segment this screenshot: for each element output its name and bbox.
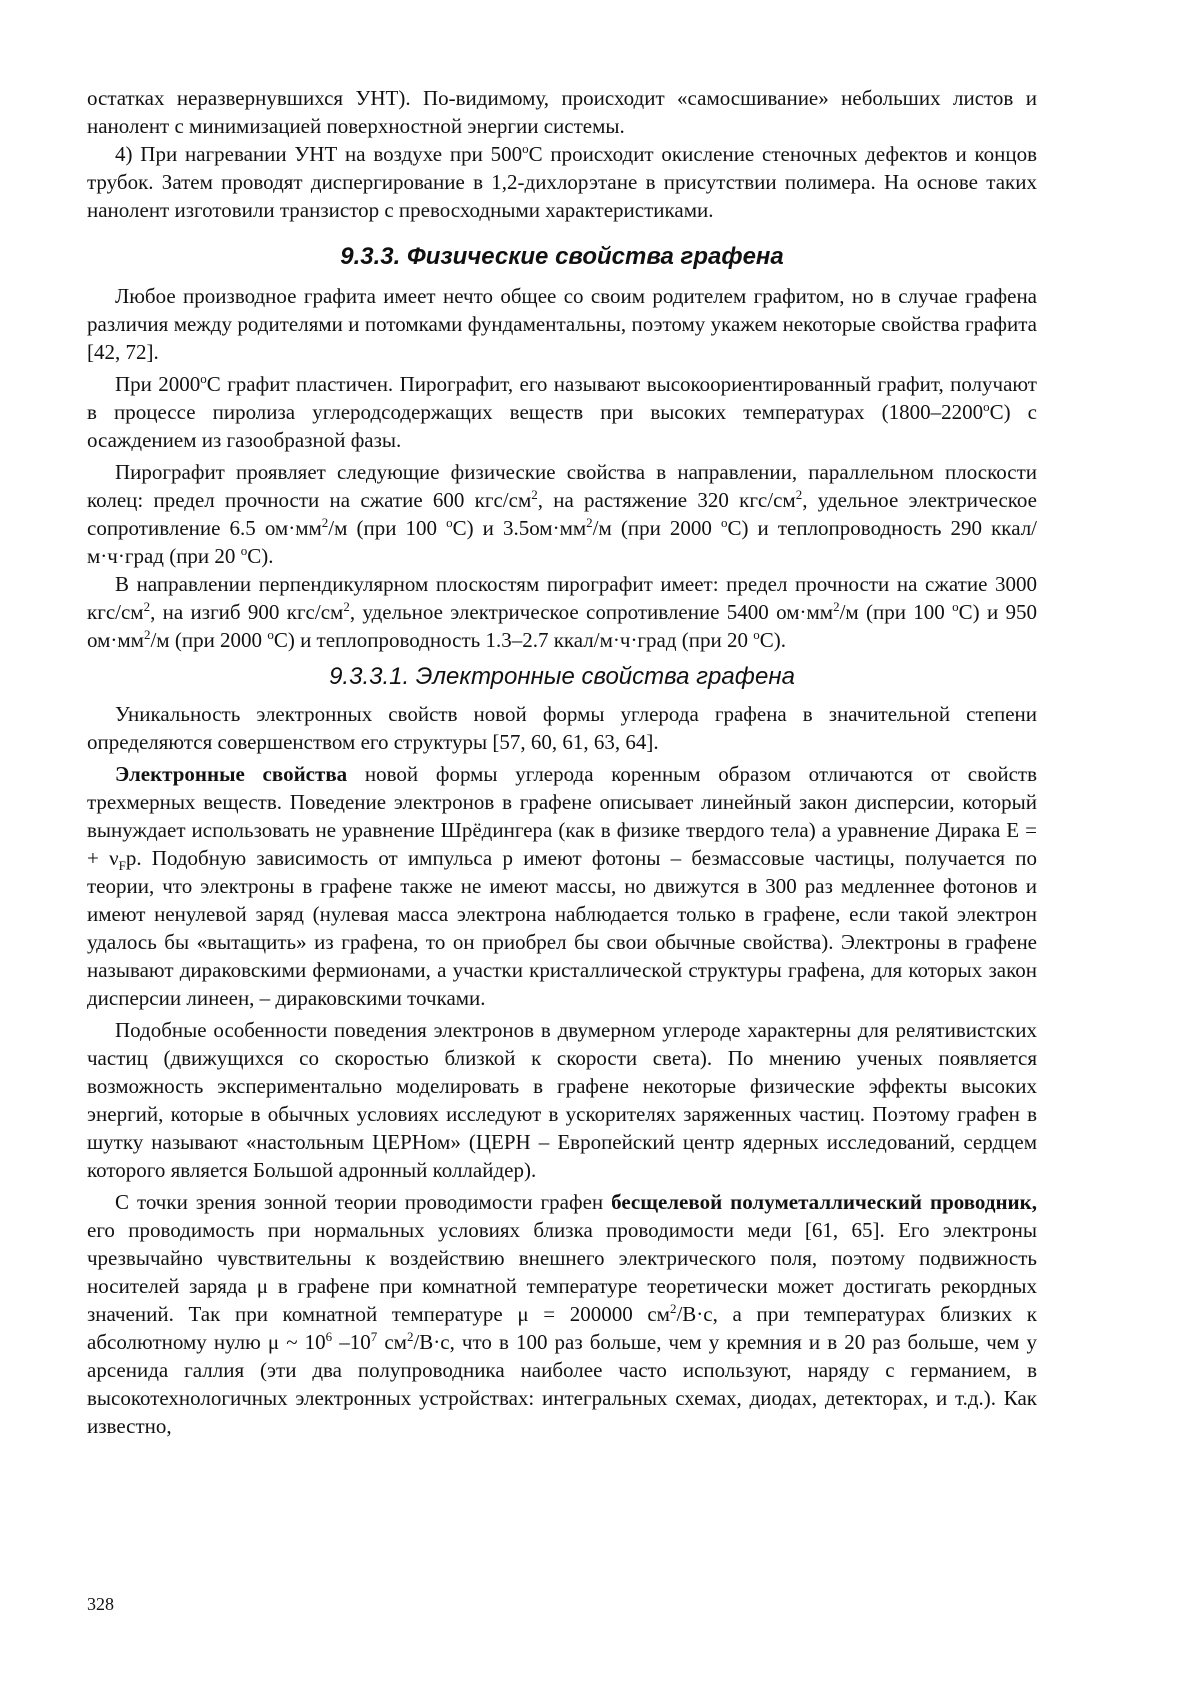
- text-run: 4) При нагревании УНТ на воздухе при 500: [115, 142, 523, 166]
- text-run: С происходит окисление стеночных дефектов и концов трубок. Затем проводят диспергирование в 1,2-дихлорэтане в присутствии полимера. На основе таких нанолент изготовили транзистор с превосходными характеристиками.: [87, 142, 1037, 222]
- superscript: o: [720, 515, 728, 530]
- text-run: С).: [247, 544, 274, 568]
- superscript: 2: [406, 1329, 414, 1344]
- page-body: [87, 84, 1037, 1440]
- paragraph-zone-theory: [87, 1188, 1037, 1440]
- text-run: С) и теплопроводность 290 ккал/м·ч·град (при 20: [87, 516, 1038, 568]
- paragraph-perpendicular-properties: [87, 570, 1037, 654]
- superscript: 2: [143, 599, 151, 614]
- paragraph-unique: Уникальность электронных свойств новой формы углерода графена в значительной степени определяются совершенством его структуры [57, 60, 61, 63, 64].: [87, 702, 1037, 754]
- paragraph-top: остатках неразвернувшихся УНТ). По-видимому, происходит «самосшивание» небольших листов и нанолент с минимизацией поверхностной энергии системы.: [87, 86, 1037, 138]
- text-run: , на растяжение 320 кгс/см: [537, 488, 796, 512]
- text-run: Пирографит проявляет следующие физические свойства в направлении, параллельном плоскости колец: предел прочности на сжатие 600 кгс/см: [87, 460, 1037, 512]
- page-number: 328: [87, 1594, 114, 1614]
- superscript: 2: [143, 627, 151, 642]
- bold-term: бесщелевой полуметаллический проводник,: [611, 1190, 1037, 1214]
- superscript: 2: [531, 487, 538, 502]
- paragraph-graphite-intro: Любое производное графита имеет нечто общее со своим родителем графитом, но в случае графена различия между родителями и потомками фундаментальны, поэтому укажем некоторые свойства графита [42, 72].: [87, 284, 1037, 364]
- paragraph-electronic-properties: [87, 760, 1037, 1012]
- section-title: 9.3.3. Физические свойства графена: [340, 243, 784, 270]
- superscript: 2: [669, 1301, 677, 1316]
- text-run: –10: [332, 1330, 371, 1354]
- bold-term: Электронные свойства: [115, 762, 348, 786]
- paragraph-heating-cnt: [87, 140, 1037, 224]
- superscript: 2: [833, 599, 840, 614]
- superscript: o: [240, 543, 248, 558]
- text-run: , удельное электрическое сопротивление 5400 ом·мм: [349, 600, 834, 624]
- text-run: С точки зрения зонной теории проводимости графен: [115, 1190, 612, 1214]
- superscript: o: [522, 141, 529, 156]
- superscript: o: [200, 371, 207, 386]
- text-run: , удельное электрическое сопротивление 6.5 ом·мм: [87, 488, 1037, 540]
- text-run: p. Подобную зависимость от импульса р имеют фотоны – безмассовые частицы, получается по теории, что электроны в графене также не имеют массы, но движутся в 300 раз медленнее фотонов и имеют ненулевой заряд (нулевая масса электрона наблюдается только в графене, если такой электрон удалось бы «вытащить» из графена, то он приобрел бы свои обычные свойства). Электроны в графене называют дираковскими фермионами, а участки кристаллической структуры графена, для которых закон дисперсии линеен, – дираковскими точками.: [87, 846, 1038, 1010]
- superscript: 2: [795, 487, 803, 502]
- superscript: o: [983, 399, 990, 414]
- text-run: /м (при 2000: [592, 516, 721, 540]
- text-run: В направлении перпендикулярном плоскостям пирографит имеет: предел прочности на сжатие 3000 кгс/см: [87, 572, 1037, 624]
- text-run: С) с осаждением из газообразной фазы.: [87, 400, 1037, 452]
- superscript: 6: [325, 1329, 333, 1344]
- text-run: С) и теплопроводность 1.3–2.7 ккал/м·ч·град (при 20: [273, 628, 754, 652]
- text-run: С графит пластичен. Пирографит, его называют высокоориентированный графит, получают в процессе пиролиза углеродсодержащих веществ при высоких температурах (1800–2200: [87, 372, 1037, 424]
- superscript: o: [753, 627, 760, 642]
- text-run: /м (при 2000: [150, 628, 268, 652]
- paragraph-graphite-2000: [87, 370, 1037, 454]
- text-run: С) и 3.5ом·мм: [452, 516, 587, 540]
- superscript: 2: [586, 515, 593, 530]
- text-run: /В·с, что в 100 раз больше, чем у кремния и в 20 раз больше, чем у арсенида галлия (эти два полупроводника наиболее часто используют, наряду с германием, в высокотехнологичных электронных устройствах: интегральных схемах, диодах, детекторах, и т.д.). Как известно,: [87, 1330, 1037, 1438]
- text-run: /м (при 100: [328, 516, 447, 540]
- paragraph-parallel-properties: [87, 458, 1037, 570]
- superscript: o: [446, 515, 453, 530]
- subsection-title: 9.3.3.1. Электронные свойства графена: [329, 663, 795, 690]
- superscript: 7: [370, 1329, 378, 1344]
- text-run: его проводимость при нормальных условиях близка проводимости меди [61, 65]. Его электроны чрезвычайно чувствительны к воздействию внешнего электрического поля, поэтому подвижность носителей заряда μ в графене при комнатной температуре теоретически может достигать рекордных значений. Так при комнатной температуре μ = 200000 см: [87, 1218, 1037, 1326]
- text-run: С).: [759, 628, 787, 652]
- text-run: см: [377, 1330, 407, 1354]
- superscript: 2: [321, 515, 329, 530]
- subscript: F: [118, 858, 126, 874]
- text-run: С) и 950 ом·мм: [87, 600, 1037, 652]
- text-run: /В·с, а при температурах близких к абсолютному нулю μ ~ 10: [87, 1302, 1037, 1354]
- text-run: При 2000: [115, 372, 201, 396]
- superscript: o: [952, 599, 959, 614]
- text-run: , на изгиб 900 кгс/см: [150, 600, 344, 624]
- superscript: 2: [343, 599, 350, 614]
- text-run: новой формы углерода коренным образом отличаются от свойств трехмерных веществ. Поведение электронов в графене описывает линейный закон дисперсии, который вынуждает использовать не уравнение Шрёдингера (как в физике твердого тела) а уравнение Дирака E = + ν: [87, 762, 1037, 870]
- text-run: /м (при 100: [839, 600, 953, 624]
- superscript: o: [267, 627, 274, 642]
- paragraph-relativistic: Подобные особенности поведения электронов в двумерном углероде характерны для релятивистских частиц (движущихся со скоростью близкой к скорости света). По мнению ученых появляется возможность экспериментально моделировать в графене некоторые физические эффекты высоких энергий, которые в обычных условиях исследуют в ускорителях заряженных частиц. Поэтому графен в шутку называют «настольным ЦЕРНом» (ЦЕРН – Европейский центр ядерных исследований, сердцем которого является Большой адронный коллайдер).: [87, 1018, 1037, 1182]
